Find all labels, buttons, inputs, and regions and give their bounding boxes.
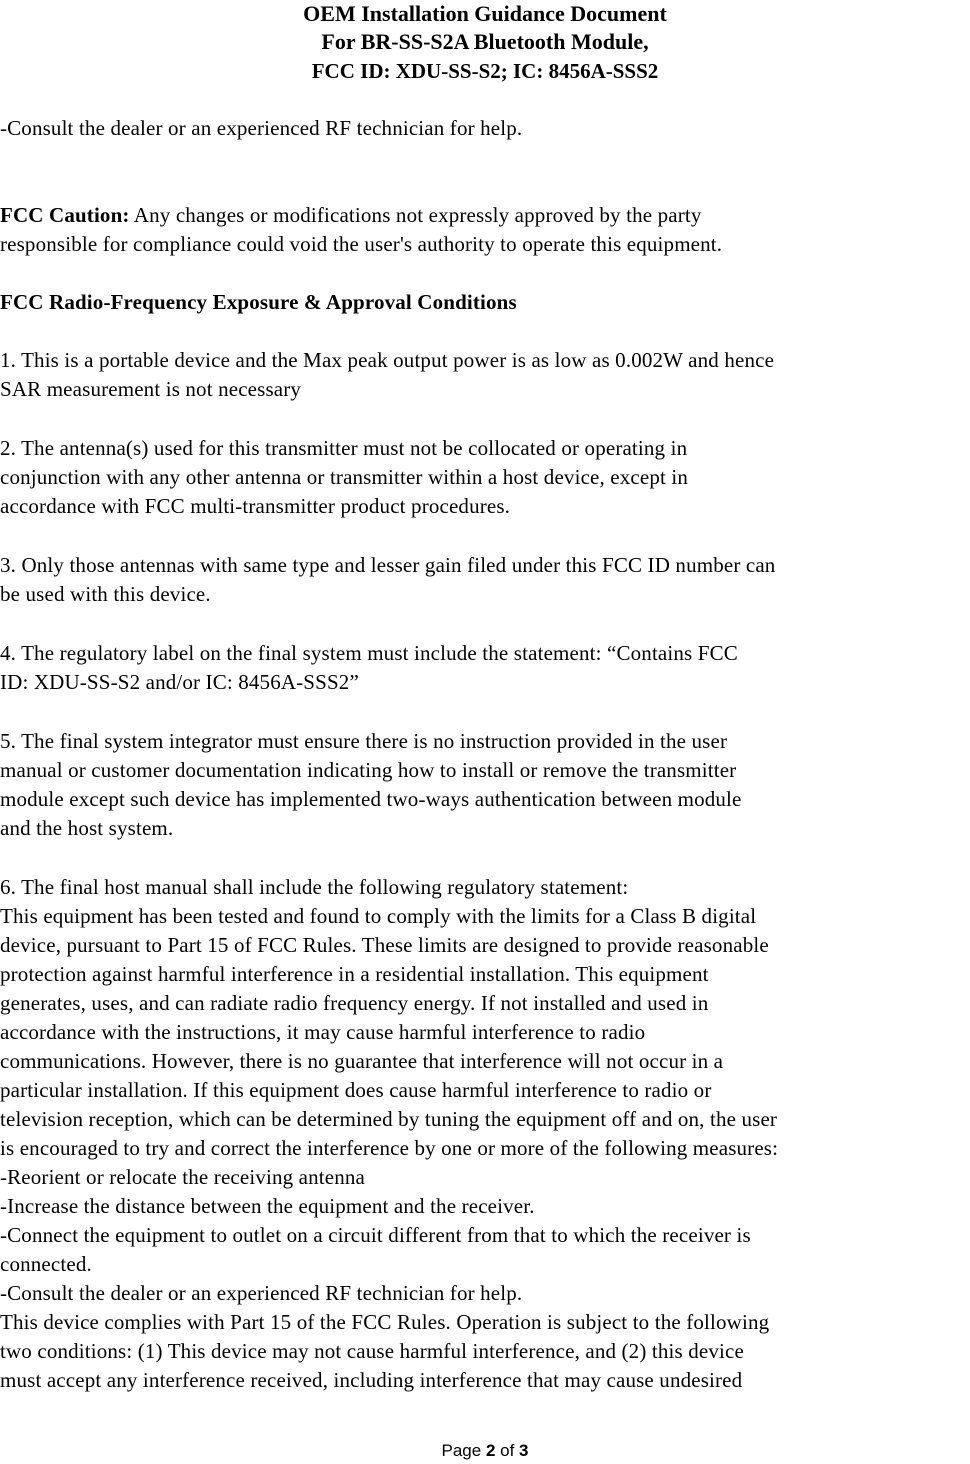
page-total: 3 (519, 1441, 529, 1460)
page-number (0, 1440, 970, 1462)
condition-5-line: module except such device has implemented two-ways authentication between module (0, 787, 742, 811)
condition-5-line: and the host system. (0, 816, 174, 840)
regulatory-statement-line: protection against harmful interference in a residential installation. This equipment (0, 962, 709, 986)
condition-5-line: 5. The final system integrator must ensure there is no instruction provided in the user (0, 729, 728, 753)
caution-text: Any changes or modifications not expressly approved by the party (129, 203, 702, 227)
measure-line: -Increase the distance between the equipment and the receiver. (0, 1194, 535, 1218)
condition-3-line: be used with this device. (0, 582, 211, 606)
measure-line: connected. (0, 1252, 92, 1276)
regulatory-statement-line: particular installation. If this equipment does cause harmful interference to radio or (0, 1078, 712, 1102)
page-current: 2 (485, 1441, 496, 1460)
regulatory-statement-line: television reception, which can be determined by tuning the equipment off and on, the user (0, 1107, 778, 1131)
intro-line: -Consult the dealer or an experienced RF technician for help. (0, 116, 523, 140)
measure-line: -Connect the equipment to outlet on a circuit different from that to which the receiver is (0, 1223, 751, 1247)
condition-2-line: conjunction with any other antenna or transmitter within a host device, except in (0, 465, 689, 489)
caution-label: FCC Caution: (0, 203, 130, 227)
rf-exposure-heading: FCC Radio-Frequency Exposure & Approval Conditions (0, 290, 517, 314)
part15-statement-line: must accept any interference received, including interference that may cause undesired (0, 1368, 743, 1392)
condition-3-line: 3. Only those antennas with same type and lesser gain filed under this FCC ID number can (0, 553, 776, 577)
condition-1-line: 1. This is a portable device and the Max peak output power is as low as 0.002W and hence (0, 348, 775, 372)
condition-5-line: manual or customer documentation indicating how to install or remove the transmitter (0, 758, 737, 782)
regulatory-statement-line: device, pursuant to Part 15 of FCC Rules. These limits are designed to provide reasonable (0, 933, 769, 957)
regulatory-statement-line: is encouraged to try and correct the interference by one or more of the following measures: (0, 1136, 779, 1160)
condition-4-line: 4. The regulatory label on the final system must include the statement: “Contains FCC (0, 641, 738, 665)
condition-2-line: 2. The antenna(s) used for this transmitter must not be collocated or operating in (0, 436, 688, 460)
regulatory-statement-line: accordance with the instructions, it may cause harmful interference to radio (0, 1020, 646, 1044)
part15-statement-line: This device complies with Part 15 of the FCC Rules. Operation is subject to the following (0, 1310, 770, 1334)
measure-line: -Reorient or relocate the receiving antenna (0, 1165, 366, 1189)
document-subtitle: For BR-SS-S2A Bluetooth Module, (321, 29, 649, 54)
document-title: OEM Installation Guidance Document (303, 1, 667, 26)
caution-line-2: responsible for compliance could void the user's authority to operate this equipment. (0, 232, 723, 256)
page-prefix: Page (441, 1441, 486, 1460)
condition-6-line: 6. The final host manual shall include the following regulatory statement: (0, 875, 629, 899)
measure-line: -Consult the dealer or an experienced RF technician for help. (0, 1281, 523, 1305)
regulatory-statement-line: generates, uses, and can radiate radio frequency energy. If not installed and used in (0, 991, 709, 1015)
regulatory-statement-line: communications. However, there is no guarantee that interference will not occur in a (0, 1049, 724, 1073)
page-of: of (495, 1441, 520, 1460)
caution-line-1 (0, 201, 968, 229)
condition-4-line: ID: XDU-SS-S2 and/or IC: 8456A-SSS2” (0, 670, 359, 694)
part15-statement-line: two conditions: (1) This device may not cause harmful interference, and (2) this device (0, 1339, 744, 1363)
condition-2-line: accordance with FCC multi-transmitter product procedures. (0, 494, 511, 518)
condition-1-line: SAR measurement is not necessary (0, 377, 302, 401)
regulatory-statement-line: This equipment has been tested and found to comply with the limits for a Class B digital (0, 904, 757, 928)
fcc-id-line: FCC ID: XDU-SS-S2; IC: 8456A-SSS2 (311, 59, 659, 83)
